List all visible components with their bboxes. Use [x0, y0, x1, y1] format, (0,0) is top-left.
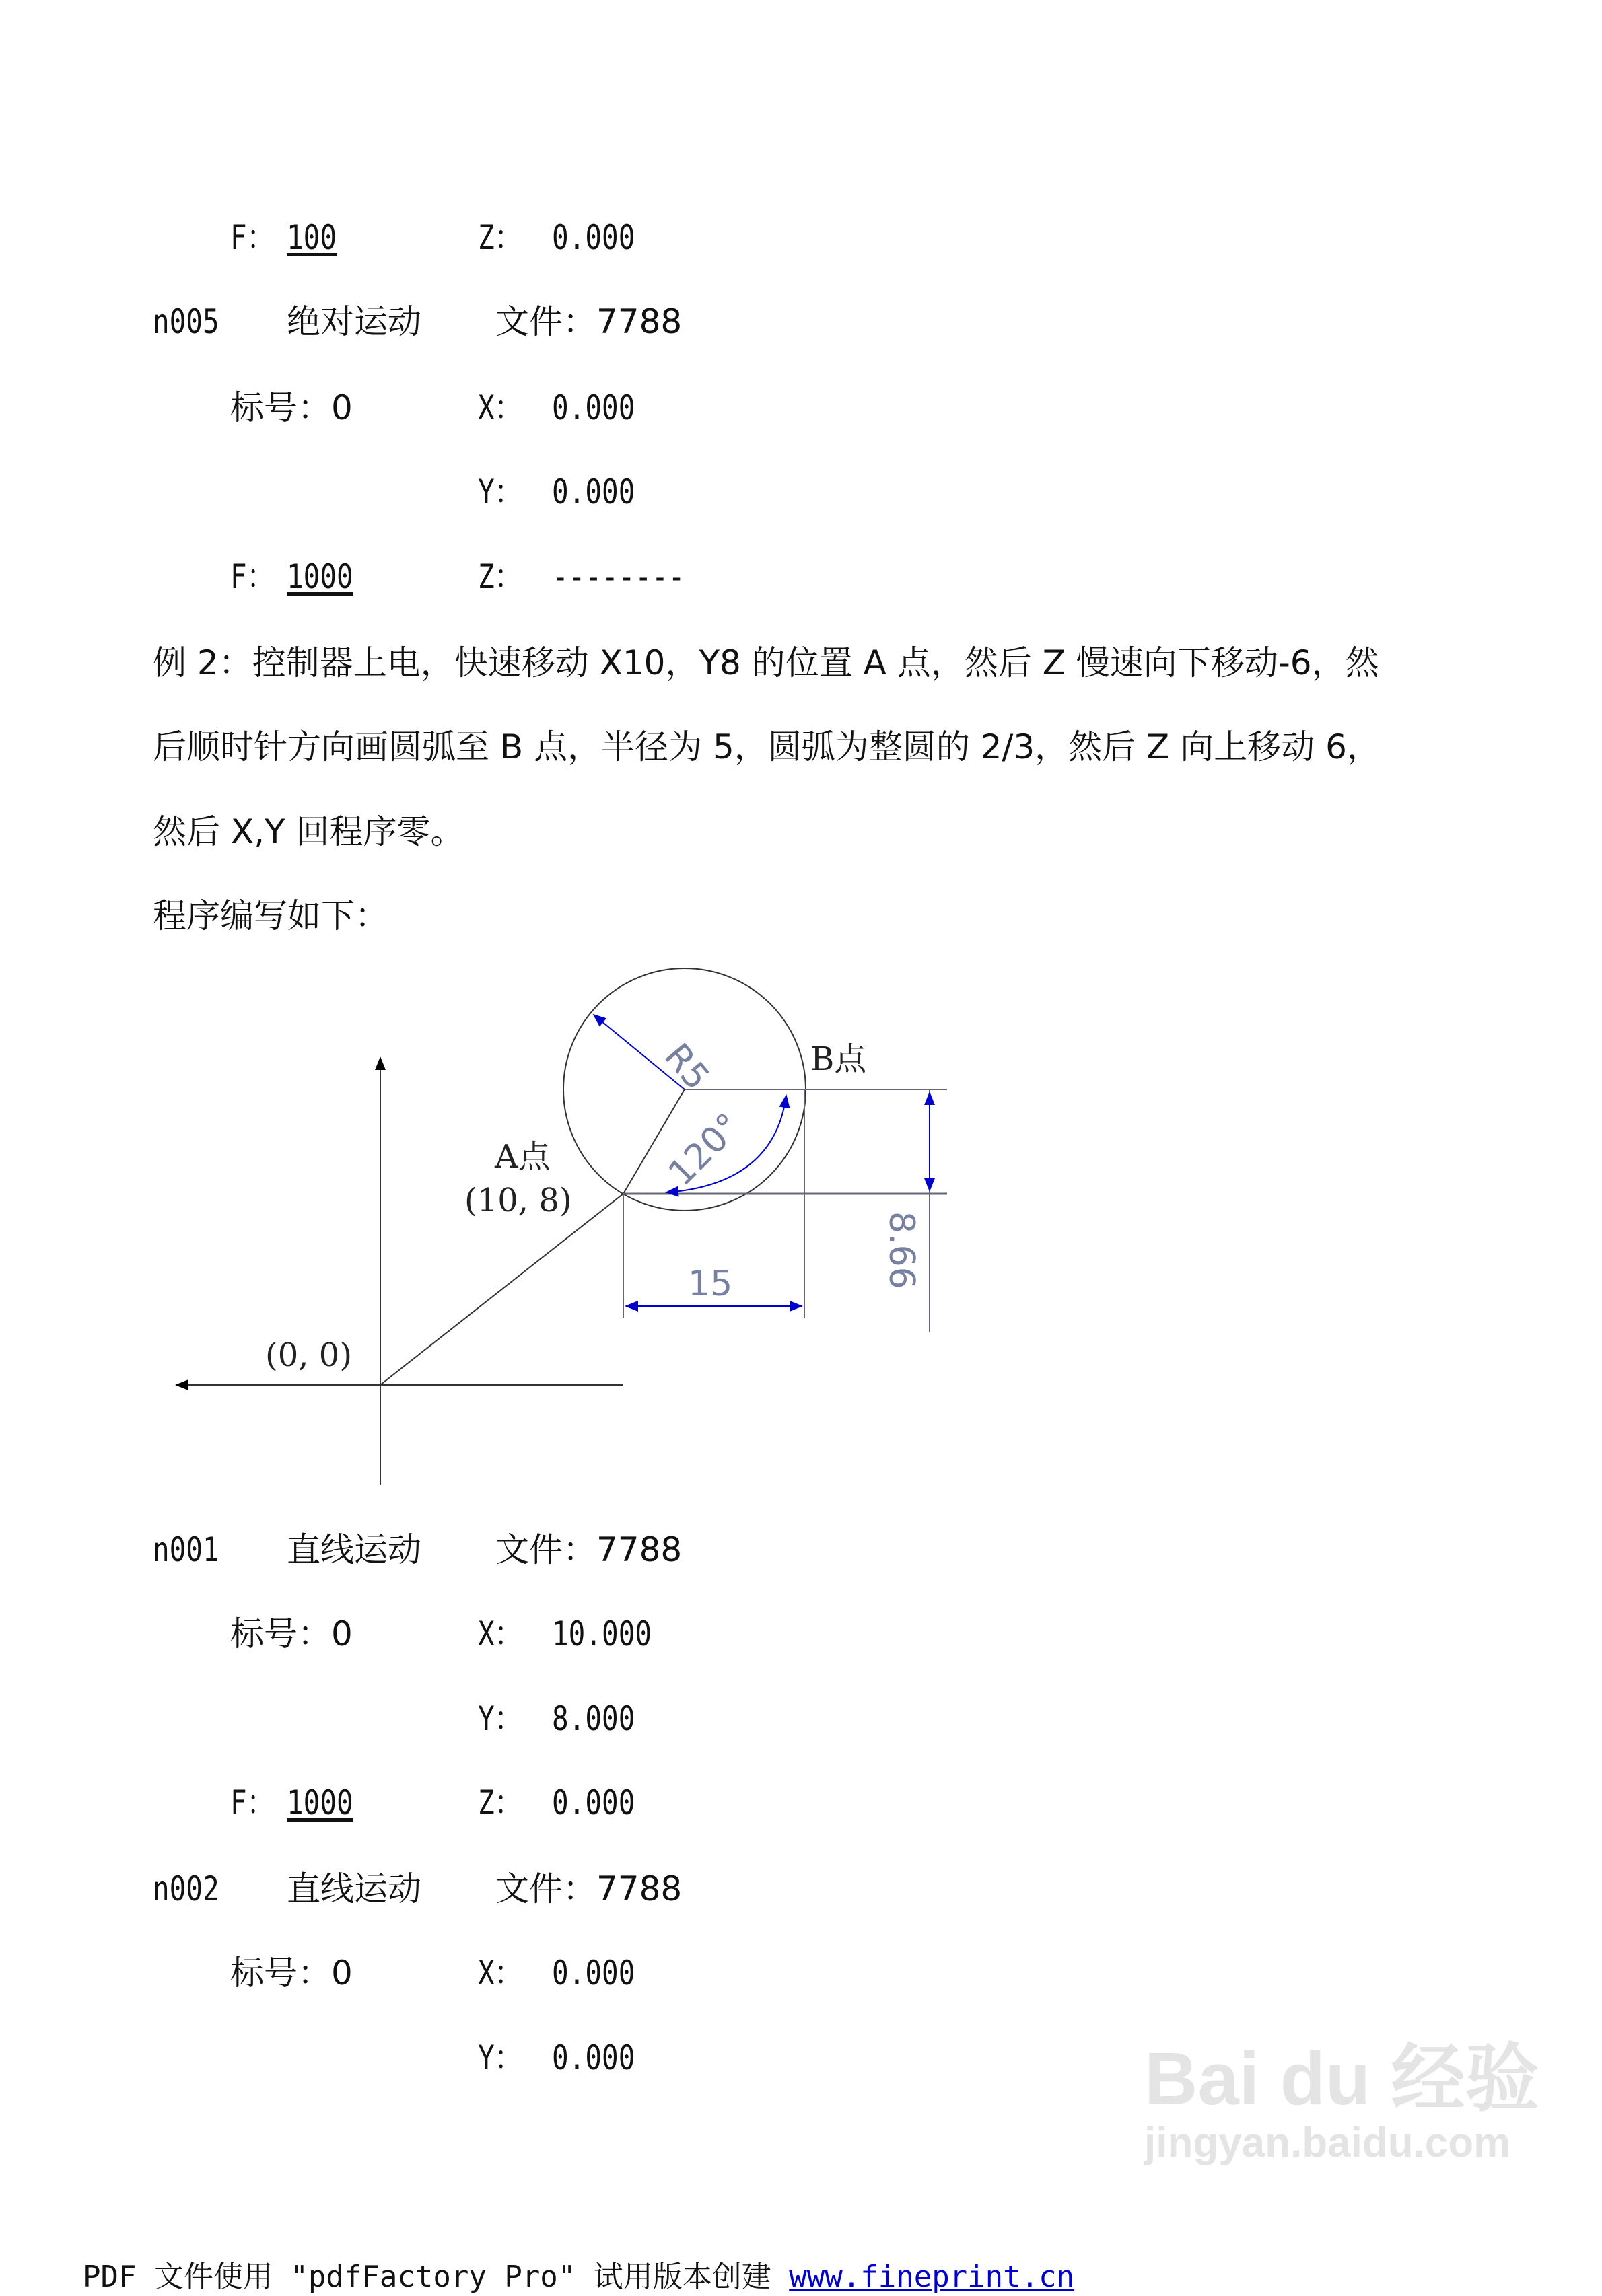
step-mark: 标号：0	[230, 1614, 353, 1653]
step-file: 文件：7788	[495, 1869, 683, 1908]
height-label: 8.66	[881, 1211, 921, 1289]
y-label: Y：	[478, 2038, 522, 2077]
step-type: 绝对运动	[287, 302, 421, 341]
f-value: 100	[287, 218, 337, 257]
step-file: 文件：7788	[495, 1530, 683, 1569]
f-value: 1000	[287, 1783, 353, 1822]
watermark-url: jingyan.baidu.com	[1144, 2120, 1511, 2166]
width-label: 15	[688, 1264, 733, 1304]
fineprint-link[interactable]: www.fineprint.cn	[789, 2260, 1075, 2294]
example-line-2: 后顺时针方向画圆弧至 B 点，半径为 5，圆弧为整圆的 2/3，然后 Z 向上移动 6，	[153, 727, 1381, 766]
y-value: 8.000	[552, 1699, 635, 1738]
f-label: F：	[230, 557, 275, 596]
footer-text: PDF 文件使用 "pdfFactory Pro" 试用版本创建	[82, 2260, 790, 2294]
f-value: 1000	[287, 557, 353, 596]
z-label: Z：	[478, 218, 522, 257]
step-code: n002	[153, 1869, 219, 1908]
step-code: n005	[153, 302, 219, 341]
watermark-brand: Bai du 经验	[1144, 2038, 1539, 2120]
x-label: X：	[478, 1953, 522, 1993]
step-type: 直线运动	[287, 1530, 421, 1569]
baidu-jingyan-watermark	[1144, 2039, 1539, 2167]
z-label: Z：	[478, 1783, 522, 1822]
step-file: 文件：7788	[495, 302, 683, 341]
y-value: 0.000	[552, 2038, 635, 2077]
x-value: 10.000	[552, 1614, 652, 1653]
step-type: 直线运动	[287, 1869, 421, 1908]
f-label: F：	[230, 1783, 275, 1822]
z-value: 0.000	[552, 218, 635, 257]
a-point-label: A点	[495, 1138, 551, 1176]
origin-label: (0, 0)	[265, 1336, 353, 1374]
example-line-4: 程序编写如下：	[153, 896, 388, 935]
f-label: F：	[230, 218, 275, 257]
step-mark: 标号：0	[230, 1953, 353, 1993]
y-value: 0.000	[552, 472, 635, 511]
a-point-coords: (10, 8)	[464, 1182, 572, 1219]
radius-label: R5	[656, 1036, 718, 1098]
z-value: --------	[552, 557, 685, 596]
z-label: Z：	[478, 557, 522, 596]
angle-label: 120°	[660, 1106, 749, 1194]
step-mark: 标号：0	[230, 388, 353, 427]
x-label: X：	[478, 388, 522, 427]
y-label: Y：	[478, 1699, 522, 1738]
x-value: 0.000	[552, 1953, 635, 1993]
example-line-3: 然后 X,Y 回程序零。	[153, 812, 464, 851]
example-line-1: 例 2：控制器上电，快速移动 X10，Y8 的位置 A 点，然后 Z 慢速向下移动-6，然	[153, 643, 1379, 682]
x-value: 0.000	[552, 388, 635, 427]
path-origin-to-a	[380, 1194, 623, 1385]
x-label: X：	[478, 1614, 522, 1653]
z-value: 0.000	[552, 1783, 635, 1822]
pdf-footer	[47, 2221, 1074, 2296]
b-point-label: B点	[810, 1040, 867, 1078]
y-label: Y：	[478, 472, 522, 511]
step-code: n001	[153, 1530, 219, 1569]
